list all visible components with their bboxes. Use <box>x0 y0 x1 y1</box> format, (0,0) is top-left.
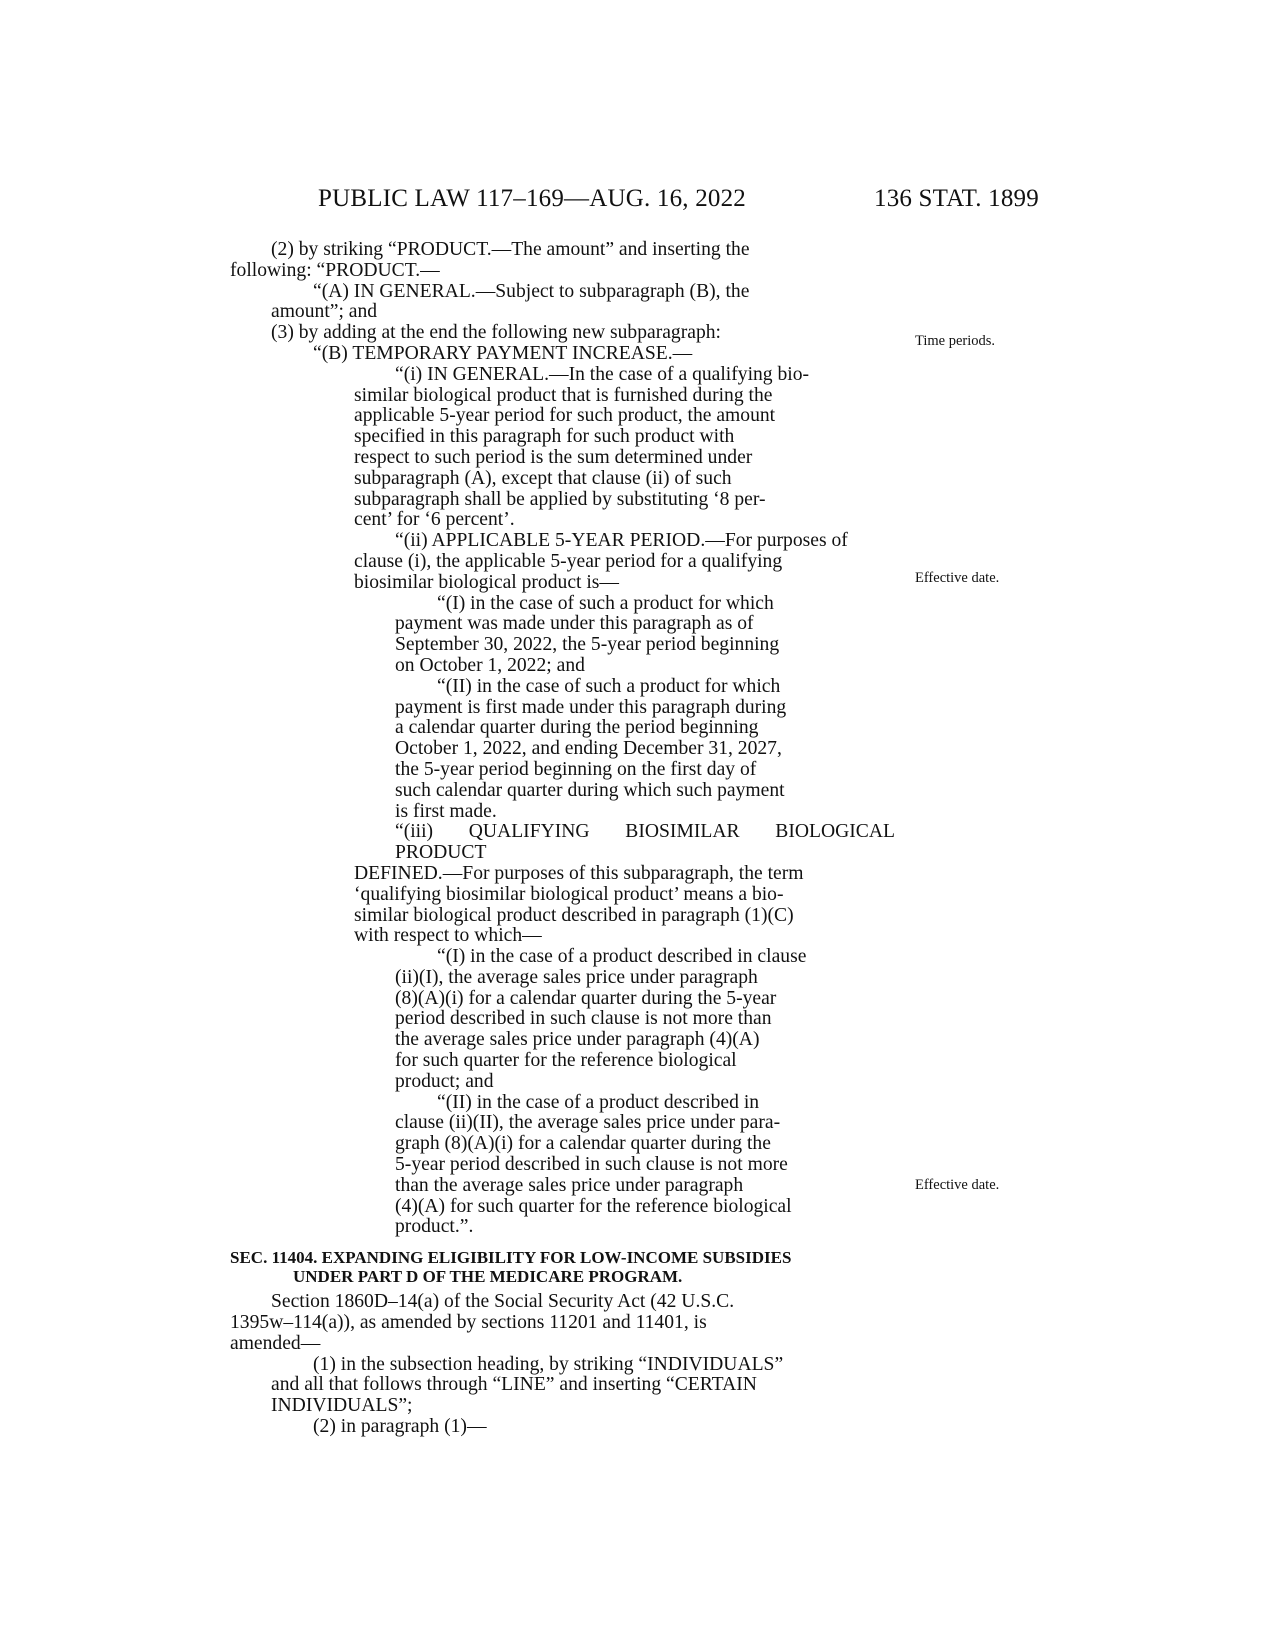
text-line: the average sales price under paragraph (4)(A) <box>395 1029 760 1051</box>
text-line: (3) by adding at the end the following new subparagraph: <box>271 322 721 344</box>
text-line: (2) by striking “PRODUCT.—The amount” and inserting the <box>271 239 750 260</box>
text-line: payment was made under this paragraph as of <box>395 613 754 635</box>
text-line: clause (ii)(II), the average sales price under para- <box>395 1112 781 1134</box>
text-line: respect to such period is the sum determined under <box>354 446 753 468</box>
page-number: 136 STAT. 1899 <box>874 185 1039 212</box>
text-line: following: “PRODUCT.— <box>230 259 440 281</box>
text-line: (2) in paragraph (1)— <box>313 1416 487 1438</box>
text-line: “(II) in the case of a product described in <box>437 1091 760 1113</box>
text-line: ‘qualifying biosimilar biological product’ means a bio- <box>354 883 784 905</box>
margin-note-effective-date: Effective date. <box>915 570 1000 586</box>
text-line: “(II) in the case of such a product for which <box>437 675 781 697</box>
text-line: product.”. <box>395 1216 474 1238</box>
document-body <box>230 240 895 1438</box>
text-line: and all that follows through “LINE” and inserting “CERTAIN <box>271 1374 757 1396</box>
text-line: applicable 5-year period for such product, the amount <box>354 405 776 427</box>
text-line: cent’ for ‘6 percent’. <box>354 509 515 531</box>
text-line: with respect to which— <box>354 925 542 947</box>
text-line: 1395w–114(a)), as amended by sections 11201 and 11401, is <box>230 1312 707 1334</box>
text-line: than the average sales price under paragraph <box>395 1174 744 1196</box>
text-line: “(B) TEMPORARY PAYMENT INCREASE.— <box>313 342 693 364</box>
text-line: amount”; and <box>271 301 378 323</box>
text-line: a calendar quarter during the period beginning <box>395 717 759 739</box>
text-line: such calendar quarter during which such payment <box>395 779 785 801</box>
text-line: (4)(A) for such quarter for the reference biological <box>395 1195 792 1217</box>
text-line: subparagraph shall be applied by substituting ‘8 per- <box>354 488 766 510</box>
text-line: Section 1860D–14(a) of the Social Security Act (42 U.S.C. <box>271 1291 735 1313</box>
text-line: “(A) IN GENERAL.—Subject to subparagraph (B), the <box>313 280 750 302</box>
text-line: (8)(A)(i) for a calendar quarter during the 5-year <box>395 987 777 1009</box>
text-line: INDIVIDUALS”; <box>271 1395 413 1417</box>
section-heading: SEC. 11404. EXPANDING ELIGIBILITY FOR LOW-INCOME SUBSIDIES <box>230 1248 792 1268</box>
text-line: similar biological product that is furnished during the <box>354 384 773 406</box>
text-line: (ii)(I), the average sales price under paragraph <box>395 966 758 988</box>
text-line: subparagraph (A), except that clause (ii) of such <box>354 467 732 489</box>
text-line: “(ii) APPLICABLE 5-YEAR PERIOD.—For purposes of <box>395 530 848 552</box>
section-heading-cont: UNDER PART D OF THE MEDICARE PROGRAM. <box>293 1267 683 1287</box>
text-line: graph (8)(A)(i) for a calendar quarter during the <box>395 1133 771 1155</box>
text-line: 5-year period described in such clause is not more <box>395 1154 788 1176</box>
text-line: product; and <box>395 1070 494 1092</box>
text-line: “(iii) QUALIFYING BIOSIMILAR BIOLOGICAL PRODUCT <box>395 821 895 864</box>
text-line: period described in such clause is not more than <box>395 1008 772 1030</box>
text-line: specified in this paragraph for such product with <box>354 426 735 448</box>
text-line: clause (i), the applicable 5-year period for a qualifying <box>354 550 783 572</box>
text-line: “(I) in the case of a product described in clause <box>437 946 807 968</box>
margin-note-effective-date-2: Effective date. <box>915 1177 1000 1193</box>
text-line: for such quarter for the reference biological <box>395 1050 737 1072</box>
text-line: on October 1, 2022; and <box>395 654 585 676</box>
running-head-title: PUBLIC LAW 117–169—AUG. 16, 2022 <box>318 185 747 212</box>
text-line: October 1, 2022, and ending December 31, 2027, <box>395 738 782 760</box>
text-line: “(I) in the case of such a product for which <box>437 592 774 614</box>
text-line: September 30, 2022, the 5-year period beginning <box>395 634 780 656</box>
text-line: similar biological product described in paragraph (1)(C) <box>354 904 794 926</box>
text-line: (1) in the subsection heading, by striking “INDIVIDUALS” <box>313 1353 784 1375</box>
text-line: payment is first made under this paragraph during <box>395 696 787 718</box>
text-line: amended— <box>230 1332 321 1354</box>
text-line: the 5-year period beginning on the first day of <box>395 758 757 780</box>
text-line: “(i) IN GENERAL.—In the case of a qualifying bio- <box>395 363 810 385</box>
text-line: DEFINED.—For purposes of this subparagraph, the term <box>354 862 804 884</box>
text-line: biosimilar biological product is— <box>354 571 620 593</box>
text-line: is first made. <box>395 800 497 822</box>
margin-note-time-periods: Time periods. <box>915 333 996 349</box>
